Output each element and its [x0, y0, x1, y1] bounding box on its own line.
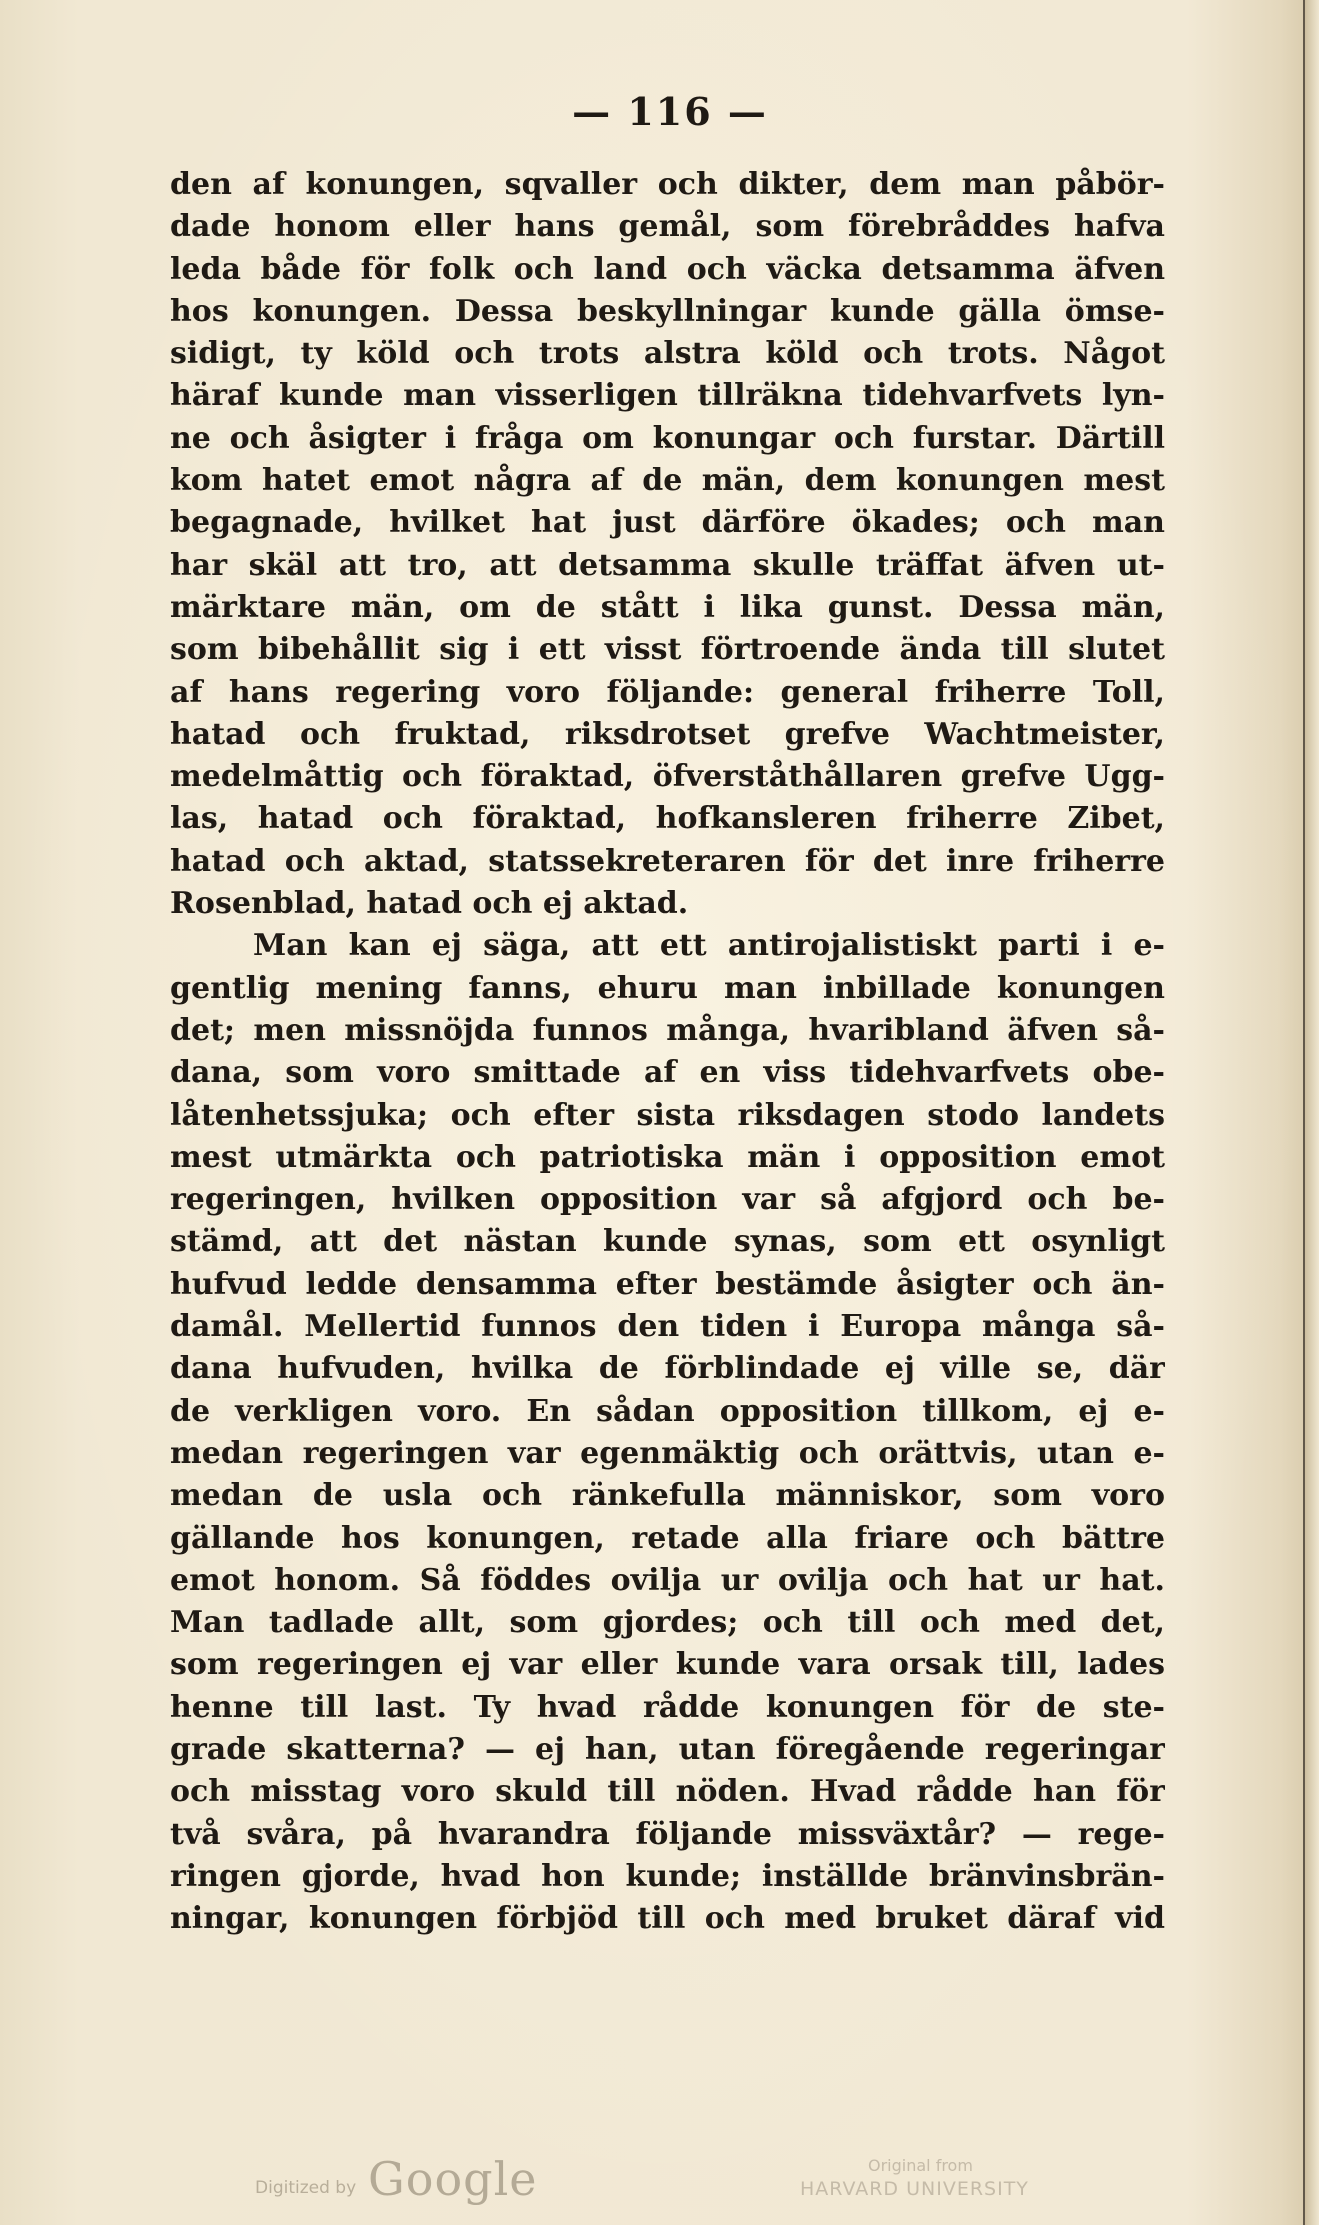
text-line: emot honom. Så föddes ovilja ur ovilja och hat ur hat.	[170, 1562, 1165, 1598]
text-line: hos konungen. Dessa beskyllningar kunde gälla ömse-	[170, 293, 1165, 329]
text-line: hatad och aktad, statssekreteraren för det inre friherre	[170, 843, 1165, 879]
text-line: ringen gjorde, hvad hon kunde; inställde bränvinsbrän-	[170, 1858, 1165, 1894]
text-line: medan regeringen var egenmäktig och orättvis, utan e-	[170, 1435, 1165, 1471]
text-line: sidigt, ty köld och trots alstra köld och trots. Något	[170, 336, 1165, 372]
text-line: har skäl att tro, att detsamma skulle träffat äfven ut-	[170, 547, 1165, 583]
text-line: stämd, att det nästan kunde synas, som ett osynligt	[170, 1224, 1165, 1260]
google-logo: Google	[368, 2152, 538, 2206]
text-line: kom hatet emot några af de män, dem konungen mest	[170, 463, 1165, 499]
body-text	[170, 164, 1165, 1940]
text-line: Man tadlade allt, som gjordes; och till och med det,	[170, 1605, 1165, 1641]
text-line: ne och åsigter i fråga om konungar och furstar. Därtill	[170, 420, 1165, 456]
text-line: Man kan ej säga, att ett antirojalistiskt parti i e-	[253, 928, 1165, 964]
text-line: ningar, konungen förbjöd till och med bruket däraf vid	[170, 1901, 1165, 1937]
text-line: dana hufvuden, hvilka de förblindade ej ville se, där	[170, 1351, 1165, 1387]
text-line: två svåra, på hvarandra följande missväxtår? — rege-	[170, 1816, 1165, 1852]
text-line: leda både för folk och land och väcka detsamma äfven	[170, 251, 1165, 287]
text-line: af hans regering voro följande: general friherre Toll,	[170, 674, 1165, 710]
page-edge-line	[1303, 0, 1305, 2225]
page-number: — 116 —	[572, 89, 768, 134]
text-line: medan de usla och ränkefulla människor, som voro	[170, 1478, 1165, 1514]
text-line: de verkligen voro. En sådan opposition tillkom, ej e-	[170, 1393, 1165, 1429]
text-line: dana, som voro smittade af en viss tidehvarfvets obe-	[170, 1055, 1165, 1091]
digitized-by-label: Digitized by	[255, 2178, 357, 2198]
harvard-university-label: HARVARD UNIVERSITY	[800, 2178, 1029, 2200]
text-line: låtenhetssjuka; och efter sista riksdagen stodo landets	[170, 1097, 1165, 1133]
text-line: den af konungen, sqvaller och dikter, dem man påbör-	[170, 167, 1165, 202]
digitization-footer	[0, 2150, 1319, 2210]
text-line: gällande hos konungen, retade alla friare och bättre	[170, 1520, 1165, 1556]
text-line: hufvud ledde densamma efter bestämde åsigter och än-	[170, 1266, 1165, 1302]
text-line: märktare män, om de stått i lika gunst. Dessa män,	[170, 589, 1165, 625]
text-line: gentlig mening fanns, ehuru man inbillade konungen	[170, 970, 1165, 1006]
original-from-label: Original from	[868, 2156, 973, 2175]
text-line: begagnade, hvilket hat just därföre ökades; och man	[170, 505, 1165, 541]
text-line: hatad och fruktad, riksdrotset grefve Wachtmeister,	[170, 716, 1165, 752]
text-line: dade honom eller hans gemål, som förebråddes hafva	[170, 209, 1165, 245]
text-line: las, hatad och föraktad, hofkansleren friherre Zibet,	[170, 801, 1165, 837]
text-line: som bibehållit sig i ett visst förtroende ända till slutet	[170, 632, 1165, 668]
text-line: medelmåttig och föraktad, öfverståthållaren grefve Ugg-	[170, 759, 1165, 795]
text-line: häraf kunde man visserligen tillräkna tidehvarfvets lyn-	[170, 378, 1165, 414]
text-line: regeringen, hvilken opposition var så afgjord och be-	[170, 1182, 1165, 1218]
text-line: grade skatterna? — ej han, utan föregående regeringar	[170, 1731, 1165, 1767]
text-line: damål. Mellertid funnos den tiden i Europa många så-	[170, 1309, 1165, 1345]
text-line: Rosenblad, hatad och ej aktad.	[170, 886, 689, 922]
text-line: mest utmärkta och patriotiska män i opposition emot	[170, 1139, 1165, 1175]
text-line: och misstag voro skuld till nöden. Hvad rådde han för	[170, 1774, 1165, 1810]
text-line: det; men missnöjda funnos många, hvaribland äfven så-	[170, 1012, 1165, 1048]
page-edge-shadow	[1305, 0, 1319, 2225]
text-line: som regeringen ej var eller kunde vara orsak till, lades	[170, 1647, 1165, 1683]
text-line: henne till last. Ty hvad rådde konungen för de ste-	[170, 1689, 1165, 1725]
